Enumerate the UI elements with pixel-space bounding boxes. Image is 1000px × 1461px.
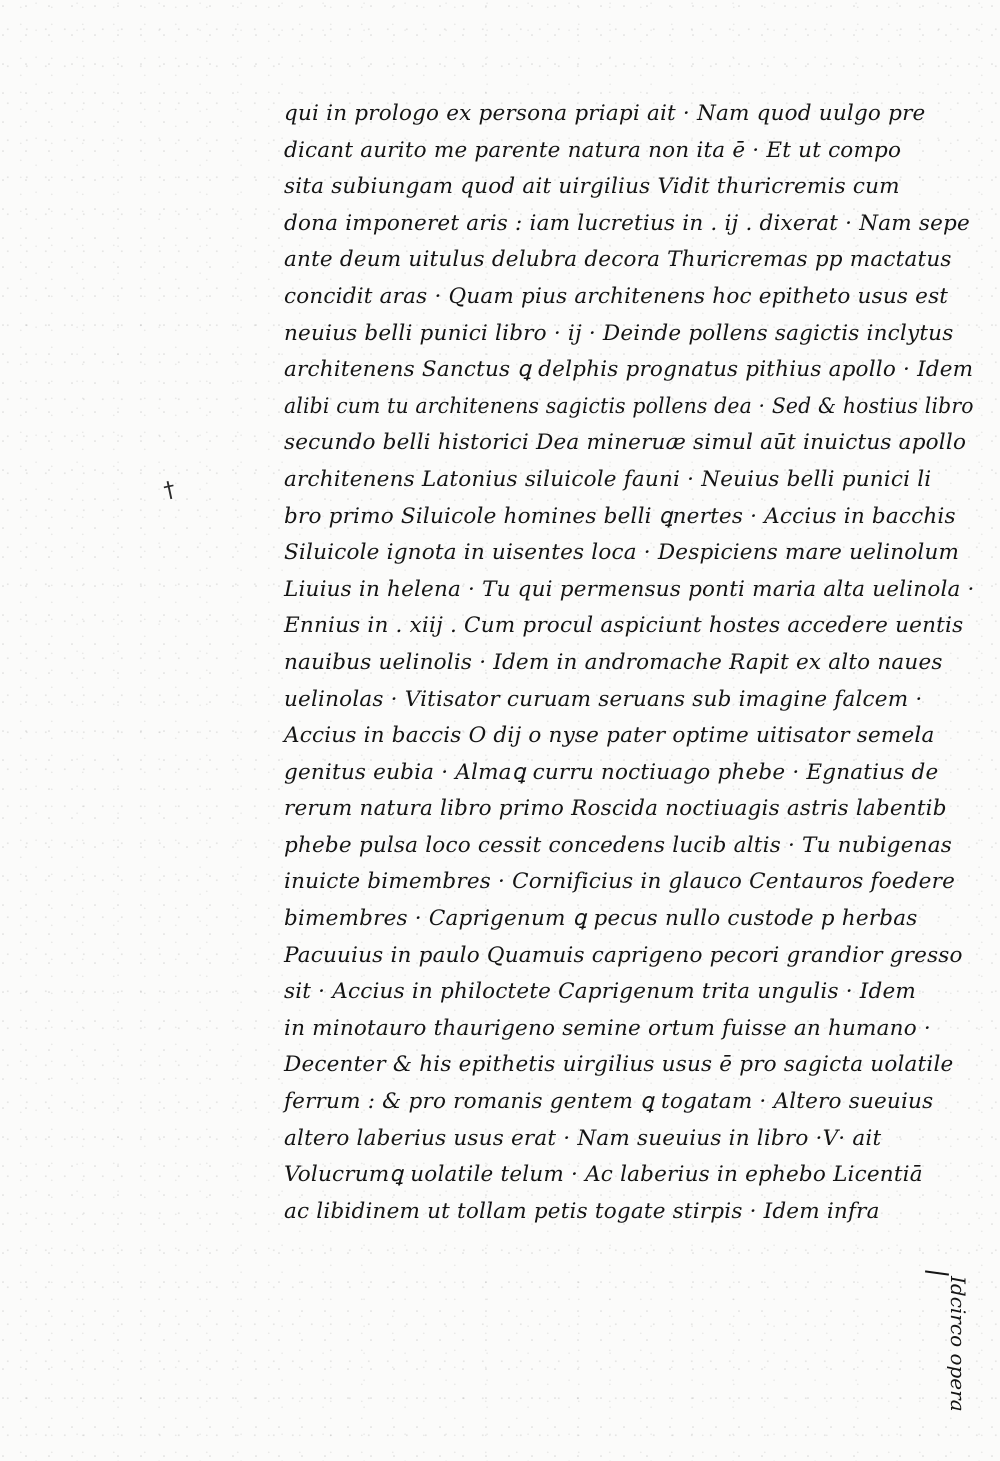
- catchword-text: Idcirco opera: [946, 1276, 970, 1412]
- text-line-22: inuicte bimembres · Cornificius in glauco Centauros foedere: [284, 869, 955, 895]
- text-line-18: Accius in baccis O dij o nyse pater optime uitisator semela: [284, 723, 935, 749]
- text-line-2: dicant aurito me parente natura non ita ē · Et ut compo: [284, 137, 902, 163]
- text-line-29: altero laberius usus erat · Nam sueuius in libro ·V· ait: [284, 1125, 882, 1151]
- text-line-8: architenens Sanctus ꝗ delphis prognatus pithius apollo · Idem: [284, 357, 974, 383]
- text-line-3: sita subiungam quod ait uirgilius Vidit thuricremis cum: [284, 174, 900, 200]
- text-line-13: Siluicole ignota in uisentes loca · Despiciens mare uelinolum: [284, 540, 960, 566]
- text-line-12: bro primo Siluicole homines belli ꝗnertes · Accius in bacchis: [284, 503, 956, 529]
- manuscript-text-block: [284, 96, 974, 1230]
- text-line-23: bimembres · Caprigenum ꝗ pecus nullo custode p herbas: [284, 906, 918, 932]
- margin-cross-mark-icon: †: [161, 477, 178, 504]
- text-line-20: rerum natura libro primo Roscida noctiuagis astris labentib: [284, 796, 947, 822]
- text-line-16: nauibus uelinolis · Idem in andromache Rapit ex alto naues: [284, 649, 943, 675]
- text-line-30: Volucrumꝗ uolatile telum · Ac laberius in ephebo Licentiā: [284, 1162, 923, 1188]
- text-line-24: Pacuuius in paulo Quamuis caprigeno pecori grandior gresso: [284, 942, 963, 968]
- text-line-4: dona imponeret aris : iam lucretius in . ij . dixerat · Nam sepe: [284, 210, 970, 236]
- text-line-17: uelinolas · Vitisator curuam seruans sub imagine falcem ·: [284, 686, 923, 712]
- text-line-26: in minotauro thaurigeno semine ortum fuisse an humano ·: [284, 1015, 931, 1041]
- text-line-11: architenens Latonius siluicole fauni · Neuius belli punici li: [284, 466, 932, 492]
- text-line-10: secundo belli historici Dea mineruæ simul aūt inuictus apollo: [284, 430, 967, 456]
- text-line-27: Decenter & his epithetis uirgilius usus ē pro sagicta uolatile: [284, 1052, 954, 1078]
- catchword-stroke: [925, 1270, 949, 1275]
- catchword: [946, 1276, 972, 1412]
- text-line-15: Ennius in . xiij . Cum procul aspiciunt hostes accedere uentis: [284, 613, 964, 639]
- text-line-28: ferrum : & pro romanis gentem ꝗ togatam · Altero sueuius: [284, 1089, 934, 1115]
- text-line-21: phebe pulsa loco cessit concedens lucib altis · Tu nubigenas: [284, 832, 952, 858]
- text-line-5: ante deum uitulus delubra decora Thuricremas pp mactatus: [284, 247, 952, 273]
- text-line-9: alibi cum tu architenens sagictis pollens dea · Sed & hostius libro: [284, 393, 974, 419]
- text-line-1: qui in prologo ex persona priapi ait · Nam quod uulgo pre: [284, 101, 926, 126]
- text-line-6: concidit aras · Quam pius architenens hoc epitheto usus est: [284, 283, 949, 309]
- text-line-7: neuius belli punici libro · ij · Deinde pollens sagictis inclytus: [284, 320, 954, 346]
- text-line-31: ac libidinem ut tollam petis togate stirpis · Idem infra: [284, 1198, 880, 1224]
- text-line-19: genitus eubia · Almaꝗ curru noctiuago phebe · Egnatius de: [284, 759, 939, 785]
- text-line-14: Liuius in helena · Tu qui permensus ponti maria alta uelinola ·: [284, 576, 975, 602]
- text-line-25: sit · Accius in philoctete Caprigenum trita ungulis · Idem: [284, 979, 916, 1005]
